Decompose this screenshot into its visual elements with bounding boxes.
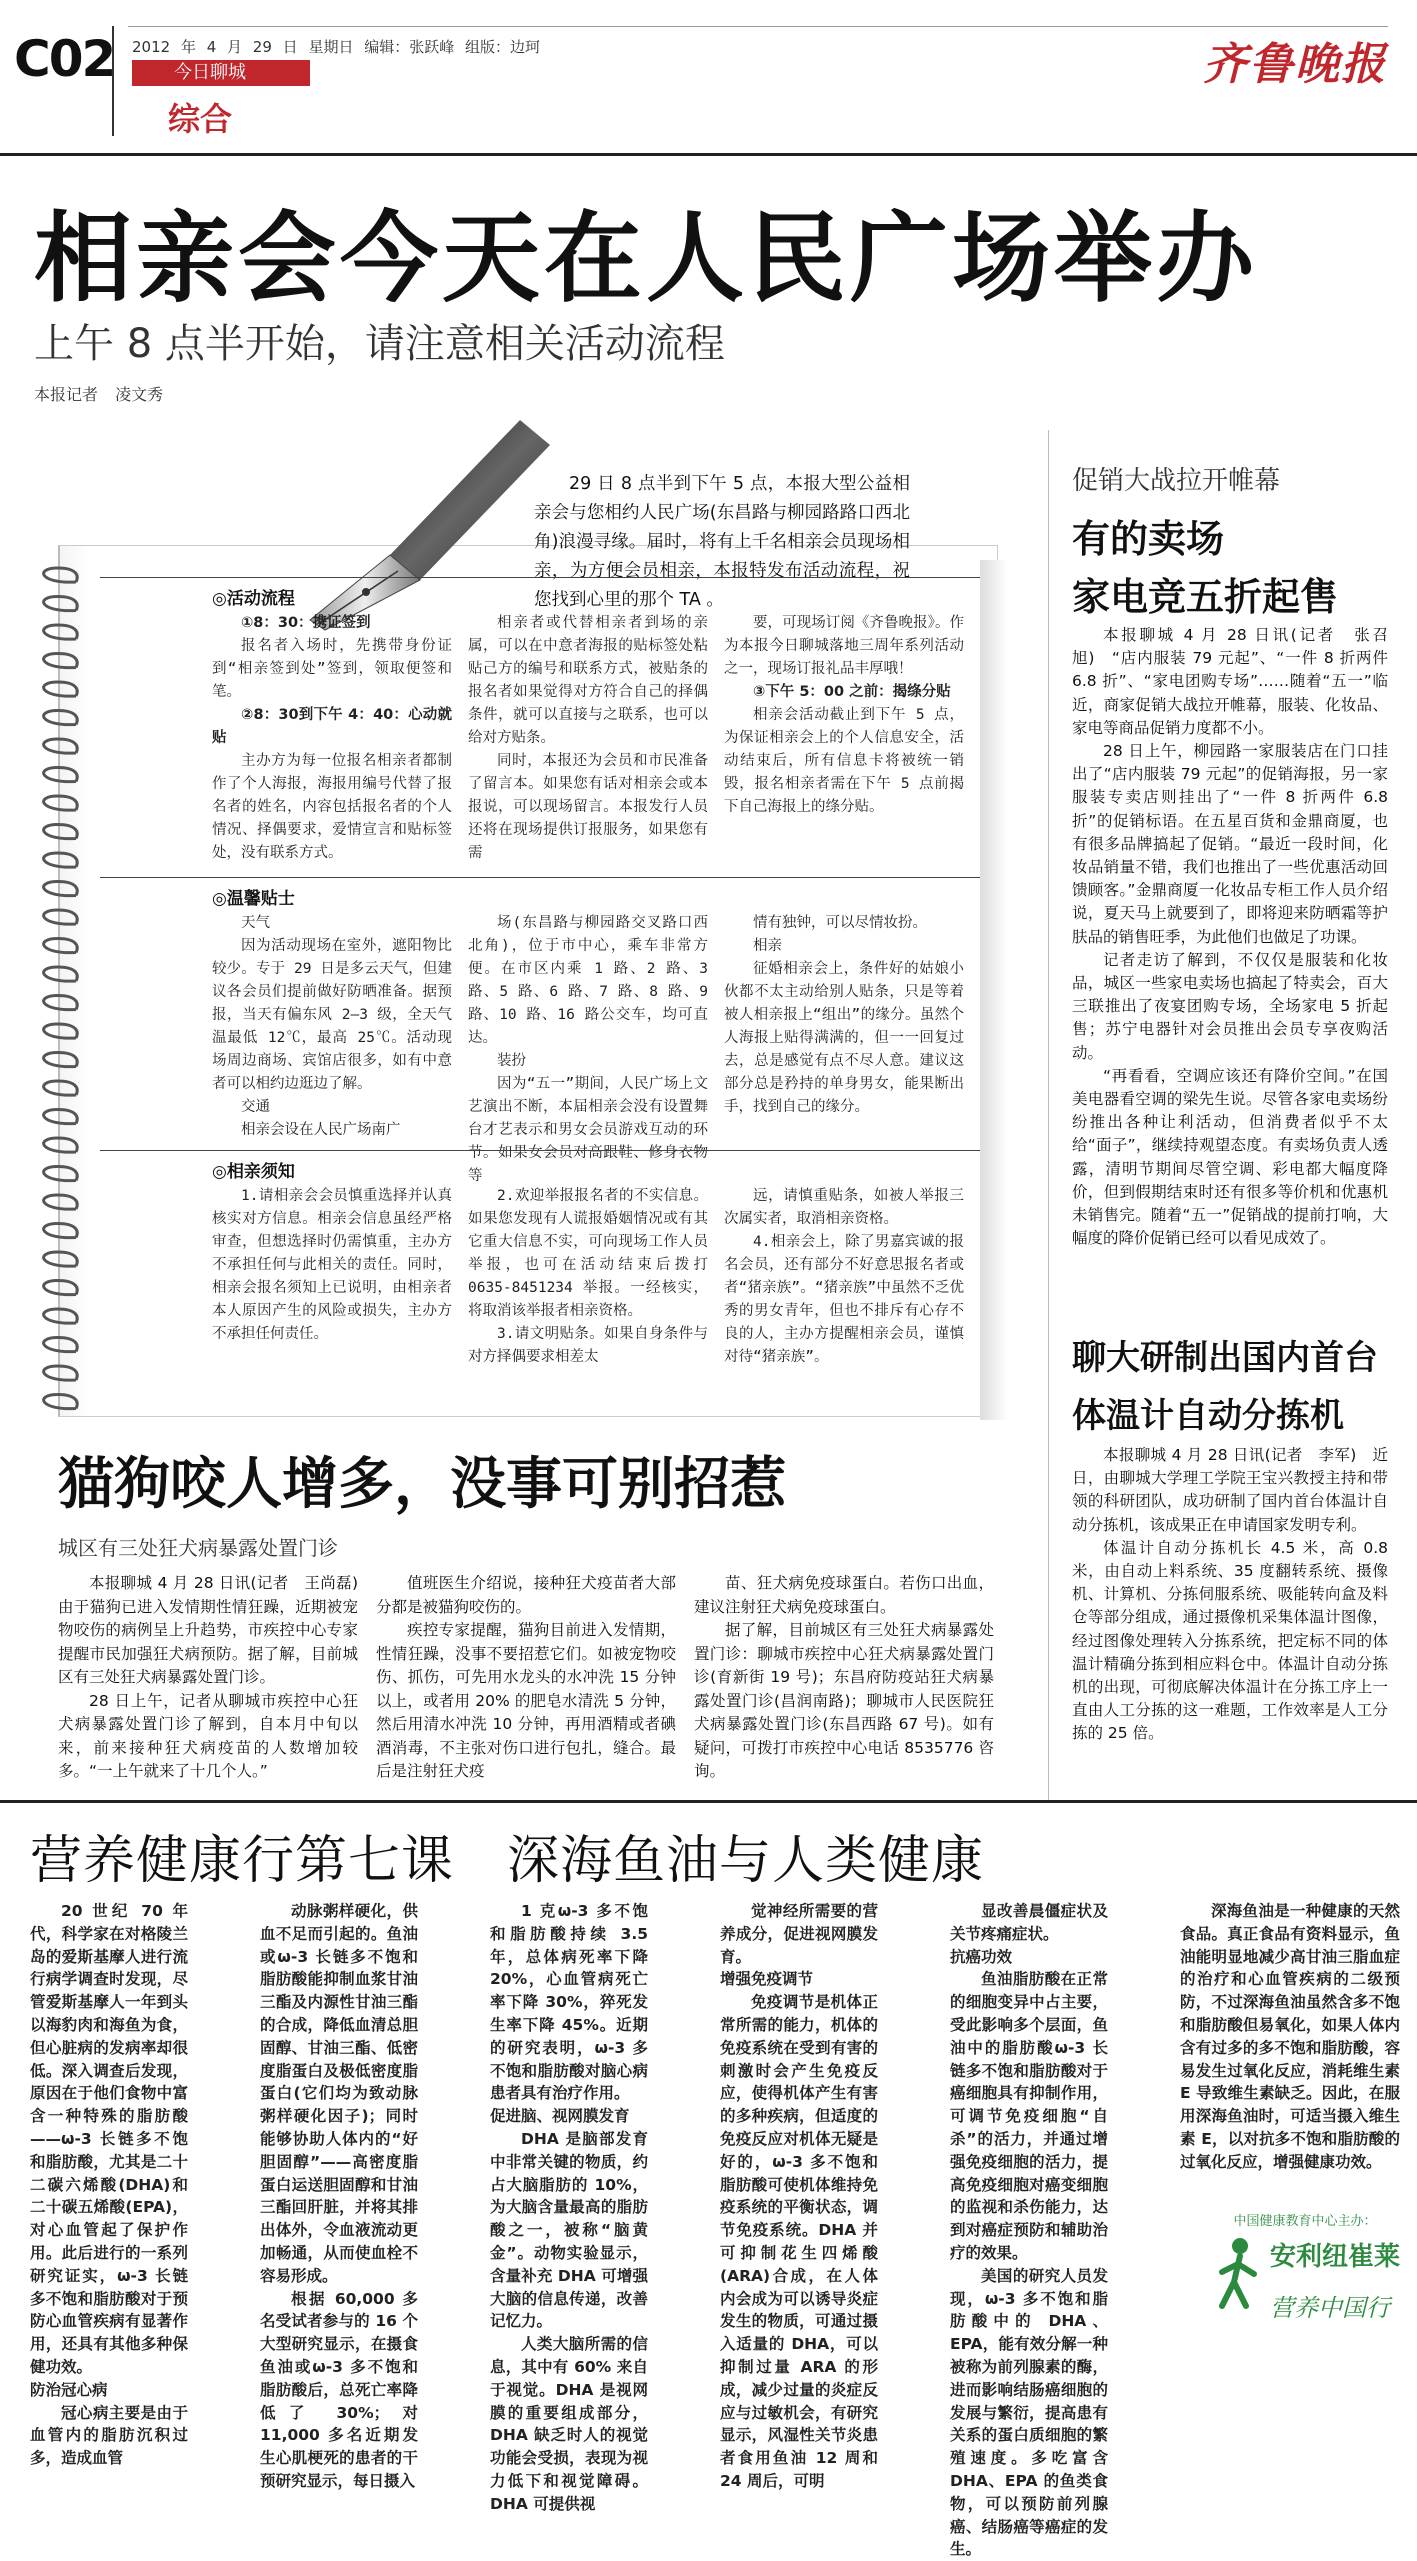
spiral-binding-icon <box>30 560 90 1420</box>
byline-name: 凌文秀 <box>115 385 164 404</box>
paragraph: 4.相亲会上，除了男嘉宾诚的报名会员，还有部分不好意思报名者或者“猪亲族”。“猪亲族”中虽然不乏优秀的男女青年，但也不排斥有心存不良的人，主办方提醒相亲会员，谨慎对待“猪亲族”。 <box>724 1234 964 1365</box>
spiral-ring <box>44 625 78 639</box>
issue-date: 2012 年 4 月 29 日 <box>132 38 298 56</box>
sorter-article-body <box>1072 1444 1388 1746</box>
dog-column-3 <box>694 1572 994 1784</box>
lead-intro: 29 日 8 点半到下午 5 点，本报大型公益相亲会与您相约人民广场(东昌路与柳园路路口西北角)浪漫寻缘。届时，将有上千名相亲会员现场相亲，为方便会员相亲，本报特发布活动流程，祝您找到心里的那个 TA 。 <box>534 474 910 610</box>
section-name: 综合 <box>168 100 233 138</box>
paragraph: 人类大脑所需的信息，其中有 60% 来自于视觉。DHA 是视网膜的重要组成部分，DHA 缺乏时人的视觉功能会受损，表现为视力低下和视觉障碍。DHA 可提供视 <box>490 2335 648 2513</box>
tips-column-1 <box>212 912 452 1142</box>
paragraph: 相亲者或代替相亲者到场的亲属，可以在中意者海报的贴标签处粘贴己方的编号和联系方式，被贴条的报名者如果觉得对方符合自己的择偶条件，就可以直接与之联系，也可以给对方贴条。 <box>468 615 708 746</box>
paragraph: 因为活动现场在室外，遮阳物比较少。专于 29 日是多云天气，但建议各会员们提前做好防晒准备。据预报，当天有偏东风 2—3 级，全天气温最低 12℃，最高 25℃。活动现场周边商场、宾馆店很多，如有中意者可以相约边逛边了解。 <box>212 938 452 1092</box>
paragraph: 鱼油脂肪酸在正常的细胞变异中占主要，受此影响多个层面，鱼油中的脂肪酸ω-3 长链多不饱和脂肪酸对于癌细胞具有抑制作用，可调节免疫细胞“自杀”的活力，并通过增强免疫细胞的活力，提高免疫细胞对癌变细胞的监视和杀伤能力，达到对癌症预防和辅助治疗的效果。 <box>950 1970 1108 2262</box>
paragraph: 根据 60,000 多名受试者参与的 16 个大型研究显示，在摄食鱼油或ω-3 多不饱和脂肪酸后，总死亡率降低了 30%；对 11,000 多名近期发生心肌梗死的患者的干预研究显示，每日摄入 <box>260 2289 418 2490</box>
page-number: C02 <box>14 30 115 88</box>
notice-heading: ◎相亲须知 <box>212 1162 295 1182</box>
spiral-ring <box>44 1110 78 1124</box>
paragraph: 远，请慎重贴条，如被人举报三次属实者，取消相亲资格。 <box>724 1188 964 1227</box>
flow-rule <box>100 577 980 578</box>
flow-column-3 <box>724 612 964 819</box>
spiral-ring <box>44 568 78 582</box>
tips-column-2 <box>468 912 708 1188</box>
notice-column-1 <box>212 1185 452 1346</box>
paragraph: 场(东昌路与柳园路交叉路口西北角)，位于市中心，乘车非常方便。在市区内乘 1 路、2 路、3 路、5 路、6 路、7 路、8 路、9 路、10 路、16 路公交车，均可直达。 <box>468 915 708 1046</box>
spiral-ring <box>44 654 78 668</box>
byline-role: 本报记者 <box>34 385 99 404</box>
spiral-ring <box>44 882 78 896</box>
flow-column-2 <box>468 612 708 865</box>
paragraph: 动脉粥样硬化，供血不足而引起的。鱼油或ω-3 长链多不饱和脂肪酸能抑制血浆甘油三酯及内源性甘油三酯的合成，降低血清总胆固醇、甘油三酯、低密度脂蛋白及极低密度脂蛋白(它们均为致动脉粥样硬化因子)；同时能够协助人体内的“好胆固醇”——高密度脂蛋白运送胆固醇和甘油三酯回肝脏，并将其排出体外，令血液流动更加畅通，从而使血栓不容易形成。 <box>260 1902 418 2285</box>
subheading: 交通 <box>241 1099 270 1115</box>
spiral-ring <box>44 996 78 1010</box>
subheading: 促进脑、视网膜发育 <box>490 2107 630 2126</box>
subheading: ②8：30到下午 4：40：心动就贴 <box>212 707 452 746</box>
spiral-ring <box>44 796 78 810</box>
spiral-ring <box>44 1053 78 1067</box>
header-meta <box>132 36 540 57</box>
spiral-ring <box>44 1395 78 1409</box>
paragraph: 报名者入场时，先携带身份证到“相亲签到处”签到，领取便签和笔。 <box>212 638 452 700</box>
notebook-shadow <box>980 560 1008 1420</box>
spiral-ring <box>44 1167 78 1181</box>
sponsor-ad <box>1210 2210 1400 2350</box>
dog-headline: 猫狗咬人增多，没事可别招惹 <box>58 1452 786 1517</box>
subheading: 增强免疫调节 <box>720 1970 814 1989</box>
spiral-ring <box>44 1195 78 1209</box>
subheading: ③下午 5：00 之前：揭绦分贴 <box>753 684 951 700</box>
spiral-ring <box>44 1366 78 1380</box>
fountain-pen-icon <box>270 405 560 635</box>
paragraph: 28 日上午，记者从聊城市疾控中心狂犬病暴露处置门诊了解到，自本月中旬以来，前来接种狂犬病疫苗的人数增加较多。“一上午就来了十几个人。” <box>58 1691 358 1780</box>
paragraph: DHA 是脑部发育中非常关键的物质，约占大脑脂肪的 10%，为大脑含量最高的脂肪酸之一，被称“脑黄金”。动物实验显示，含量补充 DHA 可增强大脑的信息传递，改善记忆力。 <box>490 2129 648 2331</box>
lead-headline: 相亲会今天在人民广场举办 <box>34 202 1259 316</box>
sponsor-slogan: 营养中国行 <box>1270 2294 1390 2322</box>
paragraph: 征婚相亲会上，条件好的姑娘小伙都不太主动给别人贴条，只是等着被人相亲报上“组出”的缘分。虽然个人海报上贴得满满的，但一一回复过去，总是感觉有点不尽人意。建议这部分总是矜持的单身男女，能果断出手，找到自己的缘分。 <box>724 961 964 1115</box>
paragraph: 3.请文明贴条。如果自身条件与对方择偶要求相差太 <box>468 1326 708 1365</box>
notice-column-2 <box>468 1185 708 1369</box>
page-header <box>0 0 1417 150</box>
sorter-headline-line-2: 体温计自动分拣机 <box>1072 1396 1344 1436</box>
notice-rule <box>100 1150 980 1151</box>
feature-column-3 <box>490 1900 648 2516</box>
walking-figure-icon <box>1210 2234 1266 2314</box>
spiral-ring <box>44 1224 78 1238</box>
paragraph: 主办方为每一位报名相亲者都制作了个人海报，海报用编号代替了报名者的姓名，内容包括报名者的个人情况、择偶要求，爱情宣言和贴标签处，没有联系方式。 <box>212 753 452 861</box>
promo-headline-line-2: 家电竞五折起售 <box>1072 575 1339 619</box>
paragraph: “再看看，空调应该还有降价空间。”在国美电器看空调的梁先生说。尽管各家电卖场纷纷推出各种让利活动，但消费者似乎不太给“面子”，继续持观望态度。有卖场负责人透露，清明节期间尽管空调、彩电都大幅度降价，但到假期结束时还有很多等价机和优惠机未销售完。随着“五一”促销战的提前打响，大幅度的降价促销已经可以看见成效了。 <box>1072 1066 1388 1248</box>
promo-headline-line-1: 有的卖场 <box>1072 517 1225 561</box>
spiral-ring <box>44 1309 78 1323</box>
feature-column-5 <box>950 1900 1108 2561</box>
editor-credit: 编辑：张跃峰 <box>364 38 455 56</box>
header-rule <box>128 26 1388 27</box>
paragraph: 觉神经所需要的营养成分，促进视网膜发育。 <box>720 1902 878 1966</box>
spiral-ring <box>44 1081 78 1095</box>
spiral-ring <box>44 711 78 725</box>
spiral-ring <box>44 682 78 696</box>
tips-rule <box>100 877 980 878</box>
spiral-ring <box>44 825 78 839</box>
feature-column-6 <box>1180 1900 1400 2174</box>
spiral-ring <box>44 1281 78 1295</box>
spiral-ring <box>44 1252 78 1266</box>
spiral-ring <box>44 1024 78 1038</box>
subheading: ①8：30：携证签到 <box>241 615 371 631</box>
layout-credit: 组版：边珂 <box>465 38 541 56</box>
paragraph: 相亲会设在人民广场南广 <box>241 1122 401 1138</box>
feature-headline: 营养健康行第七课 深海鱼油与人类健康 <box>30 1831 985 1891</box>
subheading: 装扮 <box>497 1053 526 1069</box>
subheading: 相亲 <box>753 938 782 954</box>
lead-byline <box>34 382 163 405</box>
paragraph: 免疫调节是机体正常所需的能力，机体的免疫系统在受到有害的刺激时会产生免疫反应，使得机体产生有害的多种疾病，但适度的免疫反应对机体无疑是好的，ω-3 多不饱和脂肪酸可使机体维持免疫系统的平衡状态，调节免疫系统。DHA 并可抑制花生四烯酸(ARA)合成，在人体内会成为可以诱导炎症发生的物质，可通过摄入适量的 DHA，可以抑制过量 ARA 的形成，减少过量的炎症反应与过敏机会，有研究显示，风湿性关节炎患者食用鱼油 12 周和 24 周后，可明 <box>720 1993 878 2490</box>
lead-subheadline: 上午 8 点半开始，请注意相关活动流程 <box>34 321 725 367</box>
paragraph: 相亲会活动截止到下午 5 点，为保证相亲会上的个人信息安全，活动结束后，所有信息卡将被统一销毁，报名相亲者需在下午 5 点前揭下自己海报上的绦分贴。 <box>724 707 964 815</box>
spiral-ring <box>44 853 78 867</box>
spiral-ring <box>44 1338 78 1352</box>
subheading: 抗癌功效 <box>950 1947 1013 1966</box>
tips-heading: ◎温馨贴士 <box>212 889 295 909</box>
paragraph: 20 世纪 70 年代，科学家在对格陵兰岛的爱斯基摩人进行流行病学调查时发现，尽管爱斯基摩人一年到头以海豹肉和海鱼为食，但心脏病的发病率却很低。深入调查后发现，原因在于他们食物中富含一种特殊的脂肪酸——ω-3 长链多不饱和脂肪酸，尤其是二十二碳六烯酸(DHA)和二十碳五烯酸(EPA)，对心血管起了保护作用。此后进行的一系列研究证实，ω-3 长链多不饱和脂肪酸对于预防心血管疾病有显著作用，还具有其他多种保健功效。 <box>30 1902 188 2376</box>
paragraph: 情有独钟，可以尽情妆扮。 <box>753 915 927 931</box>
sorter-headline-line-1: 聊大研制出国内首台 <box>1072 1338 1378 1378</box>
paragraph: 1 克ω-3 多不饱和脂肪酸持续 3.5 年，总体病死率下降 20%，心血管病死亡率下降 30%，猝死发生率下降 45%。近期的研究表明，ω-3 多不饱和脂肪酸对脑心病患者具有治疗作用。 <box>490 1902 648 2103</box>
feature-column-1 <box>30 1900 188 2470</box>
spiral-ring <box>44 597 78 611</box>
dog-column-1 <box>58 1572 374 1784</box>
paragraph: 深海鱼油是一种健康的天然食品。真正食品有资料显示，鱼油能明显地减少高甘油三脂血症的治疗和心血管疾病的二级预防，不过深海鱼油虽然含多不饱和脂肪酸但易氧化，如果人体内含有过多的多不饱和脂肪酸，容易发生过氧化反应，消耗维生素 E 导致维生素缺乏。因此，在服用深海鱼油时，可适当摄入维生素 E，以对抗多不饱和脂肪酸的过氧化反应，增强健康功效。 <box>1180 1902 1400 2171</box>
feature-column-2 <box>260 1900 418 2493</box>
paragraph: 据了解，目前城区有三处狂犬病暴露处置门诊：聊城市疾控中心狂犬病暴露处置门诊(育新街 19 号)；东昌府防疫站狂犬病暴露处置门诊(昌润南路)；聊城市人民医院狂犬病暴露处置门诊(东昌西路 67 号)。如有疑问，可拨打市疾控中心电话 8535776 咨询。 <box>694 1621 994 1780</box>
header-bottom-rule <box>0 153 1417 156</box>
promo-article-body <box>1072 624 1388 1250</box>
paragraph: 冠心病主要是由于血管内的脂肪沉积过多，造成血管 <box>30 2403 188 2468</box>
column-tag: 今日聊城 <box>132 60 310 86</box>
spiral-ring <box>44 939 78 953</box>
subheading: 天气 <box>241 915 270 931</box>
paragraph: 同时，本报还为会员和市民准备了留言本。如果您有话对相亲会或本报说，可以现场留言。本报发行人员还将在现场提供订报服务，如果您有需 <box>468 753 708 861</box>
paragraph: 美国的研究人员发现，ω-3 多不饱和脂肪酸中的 DHA、EPA，能有效分解一种被称为前列腺素的酶，进而影响结肠癌细胞的发展与繁衍，提高患有关系的蛋白质细胞的繁殖速度。多吃富含 DHA、EPA 的鱼类食物，可以预防前列腺癌、结肠癌等癌症的发生。 <box>950 2266 1108 2559</box>
dog-subheadline: 城区有三处狂犬病暴露处置门诊 <box>58 1536 338 1560</box>
sponsor-brand: 安利纽崔莱 <box>1270 2242 1401 2272</box>
paragraph: 体温计自动分拣机长 4.5 米，高 0.8 米，由自动上料系统、35 度翻转系统、摄像机、计算机、分拣伺服系统、吸能转向盒及料仓等部分组成，通过摄像机采集体温计图像，经过图像处理转入分拣系统，把定标不同的体温计精确分拣到相应料仓中。体温计自动分拣机的出现，可彻底解决体温计在分拣工序上一直由人工分拣的这一难题，工作效率是人工分拣的 25 倍。 <box>1072 1538 1388 1743</box>
tips-column-3 <box>724 912 964 1119</box>
paragraph: 28 日上午，柳园路一家服装店在门口挂出了“店内服装 79 元起”的促销海报，另一家服装专卖店则挂出了“一件 8 折两件 6.8 折”的促销标语。在五星百货和金鼎商厦，也有很多品牌搞起了促销。“最近一段时间，化妆品销量不错，我们也推出了一些优惠活动回馈顾客。”金鼎商厦一化妆品专柜工作人员介绍说，夏天马上就要到了，即将迎来防晒霜等护肤品的销售旺季，为此他们也做足了功课。 <box>1072 742 1388 946</box>
flow-column-1 <box>212 612 452 865</box>
newspaper-logo: 齐鲁晚报 <box>1203 39 1387 90</box>
paragraph: 2.欢迎举报报名者的不实信息。如果您发现有人谎报婚姻情况或有其它重大信息不实，可向现场工作人员举报，也可在活动结束后拨打 0635-8451234 举报。一经核实，将取消该举报者相亲资格。 <box>468 1188 708 1319</box>
flow-heading: ◎活动流程 <box>212 589 295 609</box>
paragraph: 本报聊城 4 月 28 日讯(记者 王尚磊) 由于猫狗已进入发情期性情狂躁，近期被宠物咬伤的病例呈上升趋势，市疾控中心专家提醒市民加强狂犬病预防。据了解，目前城区有三处狂犬病暴露处置门诊。 <box>58 1574 374 1686</box>
paragraph: 显改善晨僵症状及关节疼痛症状。 <box>950 1902 1108 1943</box>
paragraph: 因为“五一”期间，人民广场上文艺演出不断，本届相亲会没有设置舞台才艺表示和男女会员游戏互动的环节。如果女会员对高跟鞋、修身衣物等 <box>468 1076 708 1184</box>
spiral-ring <box>44 1138 78 1152</box>
sponsor-line: 中国健康教育中心主办： <box>1233 2214 1377 2229</box>
promo-kicker: 促销大战拉开帷幕 <box>1072 466 1281 496</box>
paragraph: 要，可现场订阅《齐鲁晚报》。作为本报今日聊城落地三周年系列活动之一，现场订报礼品丰厚哦！ <box>724 615 964 677</box>
notice-column-3 <box>724 1185 964 1369</box>
dog-column-2 <box>376 1572 676 1784</box>
spiral-ring <box>44 768 78 782</box>
paragraph: 记者走访了解到，不仅仅是服装和化妆品，城区一些家电卖场也搞起了特卖会，百大三联推出了夜宴团购专场，全场家电 5 折起售；苏宁电器针对会员推出会员专享夜购活动。 <box>1072 950 1388 1062</box>
issue-weekday: 星期日 <box>308 38 354 56</box>
spiral-ring <box>44 739 78 753</box>
paragraph: 疾控专家提醒，猫狗目前进入发情期，性情狂躁，没事不要招惹它们。如被宠物咬伤、抓伤，可先用水龙头的水冲洗 15 分钟以上，或者用 20% 的肥皂水清洗 5 分钟，然后用清水冲洗 10 分钟，再用酒精或者碘酒消毒，不主张对伤口进行包扎，缝合。最后是注射狂犬疫 <box>376 1621 676 1780</box>
paragraph: 值班医生介绍说，接种狂犬疫苗者大部分都是被猫狗咬伤的。 <box>376 1574 676 1616</box>
subheading: 防治冠心病 <box>30 2380 108 2399</box>
paragraph: 1.请相亲会会员慎重选择并认真核实对方信息。相亲会信息虽经严格审查，但想选择时仍需慎重，主办方不承担任何与此相关的责任。同时，相亲会报名须知上已说明，由相亲者本人原因产生的风险或损失，主办方不承担任何责任。 <box>212 1188 452 1342</box>
right-column-divider <box>1048 430 1049 1800</box>
feature-top-rule <box>0 1800 1417 1803</box>
paragraph: 苗、狂犬病免疫球蛋白。若伤口出血，建议注射狂犬病免疫球蛋白。 <box>694 1574 994 1616</box>
spiral-ring <box>44 910 78 924</box>
feature-column-4 <box>720 1900 878 2493</box>
paragraph: 本报聊城 4 月 28 日讯(记者 李军) 近日，由聊城大学理工学院王宝兴教授主持和带领的科研团队，成功研制了国内首台体温计自动分拣机，该成果正在申请国家发明专利。 <box>1072 1446 1388 1534</box>
spiral-ring <box>44 967 78 981</box>
paragraph: 本报聊城 4 月 28 日讯(记者 张召旭) “店内服装 79 元起”、“一件 8 折两件 6.8 折”、“家电团购专场”……随着“五一”临近，商家促销大战拉开帷幕，服装、化妆品、家电等商品促销力度都不小。 <box>1072 626 1388 737</box>
